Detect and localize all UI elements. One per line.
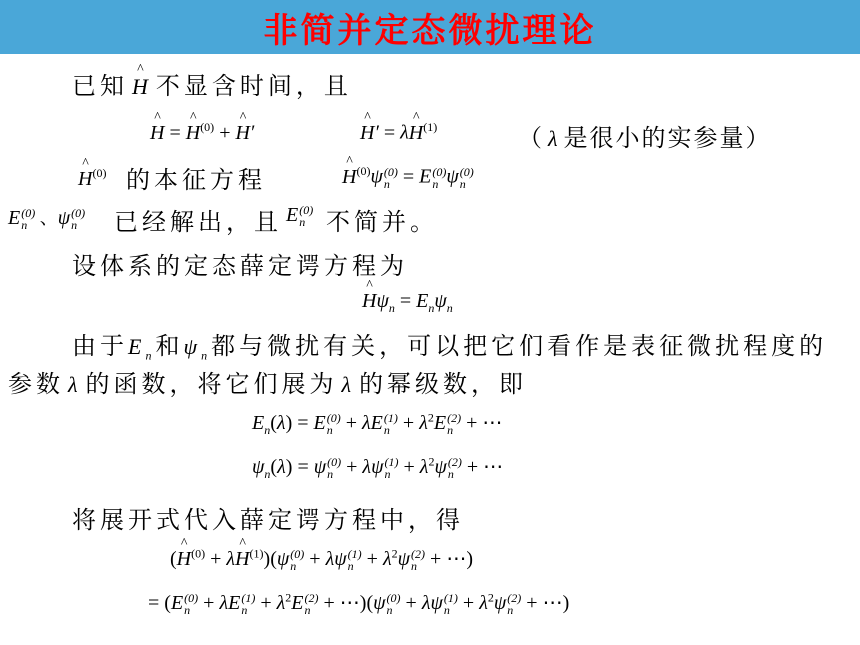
en0-symbol: E (0) n xyxy=(286,203,314,230)
line-3-text: 的本征方程 xyxy=(126,166,266,194)
line-1-prefix: 已知 xyxy=(72,72,128,100)
equation-wavefunction-expansion: $\psi_n(\lambda) = \psi$ (0) n + λψ (1) n + $\lambda^2\psi$ (2) n + ⋯ xyxy=(252,454,504,482)
page-title: 非简并定态微扰理论 xyxy=(263,10,597,51)
equation-energy-expansion: $E_n(\lambda) = E$ (0) n + λE (1) n + $\lambda^2E$ (2) n + ⋯ xyxy=(252,410,503,438)
equation-substituted-rhs: = (E (0) n + λE (1) n + $\lambda^2E$ (2) n + ⋯)(ψ (0) n + λψ (1) n + $\lambda^2\psi$ (2) n + ⋯) xyxy=(148,590,570,618)
line-1-suffix: 不显含时间，且 xyxy=(155,72,352,100)
en0-psin0-symbols: E (0) n 、ψ (0) n xyxy=(8,206,86,233)
line-1 xyxy=(72,66,352,101)
equation-unperturbed: ^ $H^{(0)}\psi$ (0) n = E (0) n ψ (0) n xyxy=(342,164,474,190)
line-4-mid: 已经解出，且 xyxy=(114,208,282,236)
equation-substituted-lhs: (^ $H^{(0)}$ + λ^ $H^{(1)})(\psi$ (0) n + λψ (1) n + $\lambda^2\psi$ (2) n + ⋯) xyxy=(170,546,473,572)
equation-perturbation: ^ H′ = λ^ $H^{(1)}$ xyxy=(360,120,437,145)
line-7-c: 的幂级数，即 xyxy=(359,370,528,398)
h-hat-symbol: ^ H xyxy=(128,74,156,99)
line-5: 设体系的定态薛定谔方程为 xyxy=(72,252,408,280)
line-6: 由于$E_n$和$\psi_n$都与微扰有关，可以把它们看作是表征微扰程度的 xyxy=(72,332,828,363)
line-7-b: 的函数，将它们展为 xyxy=(85,370,338,398)
line-7-a: 参数 xyxy=(8,370,64,398)
title-bar xyxy=(0,0,860,54)
equation-h-split: ^ H =^ $H^{(0)}$ +^ H′ xyxy=(150,120,254,145)
equation-schrodinger: ^ $H\psi_n = E_n\psi_n$ xyxy=(362,290,453,316)
lambda-note-open: （ xyxy=(518,124,544,152)
lambda-note-text: 是很小的实参量） xyxy=(563,124,772,152)
line-6-c: 都与微扰有关，可以把它们看作是表征微扰程度的 xyxy=(211,332,828,360)
line-6-b: 和 xyxy=(155,332,184,360)
line-8: 将展开式代入薛定谔方程中，得 xyxy=(72,506,464,534)
lambda-note: （ λ 是很小的实参量） xyxy=(518,124,772,152)
h0-symbol: ^ $H^{(0)}$ xyxy=(78,166,106,191)
line-7: 参数 λ 的函数，将它们展为 λ 的幂级数，即 xyxy=(8,370,528,398)
line-4-suffix: 不简并。 xyxy=(326,208,438,236)
line-6-a: 由于 xyxy=(72,332,128,360)
